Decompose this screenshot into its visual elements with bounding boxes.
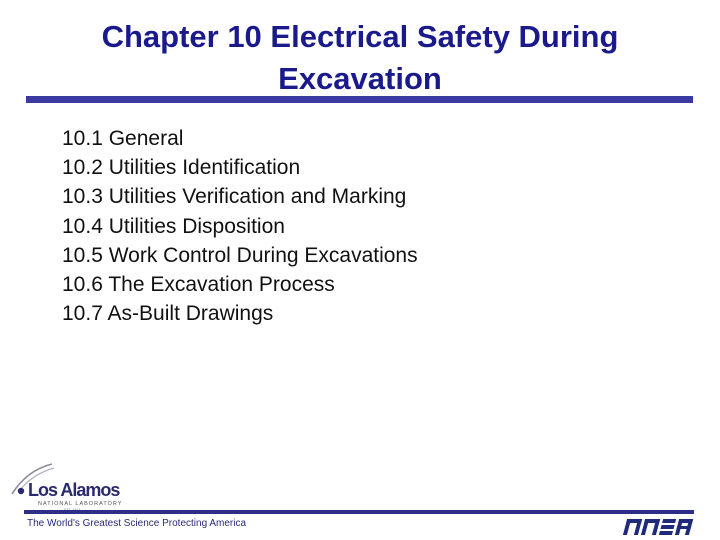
slide-title: Chapter 10 Electrical Safety During Excavation [101,19,619,96]
los-alamos-logo [8,460,148,510]
section-item: 10.1 General [62,127,184,150]
section-list [62,124,418,328]
section-item: 10.2 Utilities Identification [62,156,301,180]
title-divider [26,96,693,103]
section-item: 10.5 Work Control During Excavations [62,243,418,267]
footer-divider [24,510,694,514]
footer-tagline: The World's Greatest Science Protecting America [27,518,247,529]
section-item: 10.3 Utilities Verification and Marking [62,185,407,209]
nnsa-logo-icon [620,516,694,538]
section-item: 10.6 The Excavation Process [62,273,335,297]
section-item: 10.4 Utilities Disposition [62,214,285,238]
logo-wordmark: Los Alamos [28,480,120,500]
logo-subtitle: NATIONAL LABORATORY [38,501,123,507]
section-item: 10.7 As-Built Drawings [62,302,274,326]
